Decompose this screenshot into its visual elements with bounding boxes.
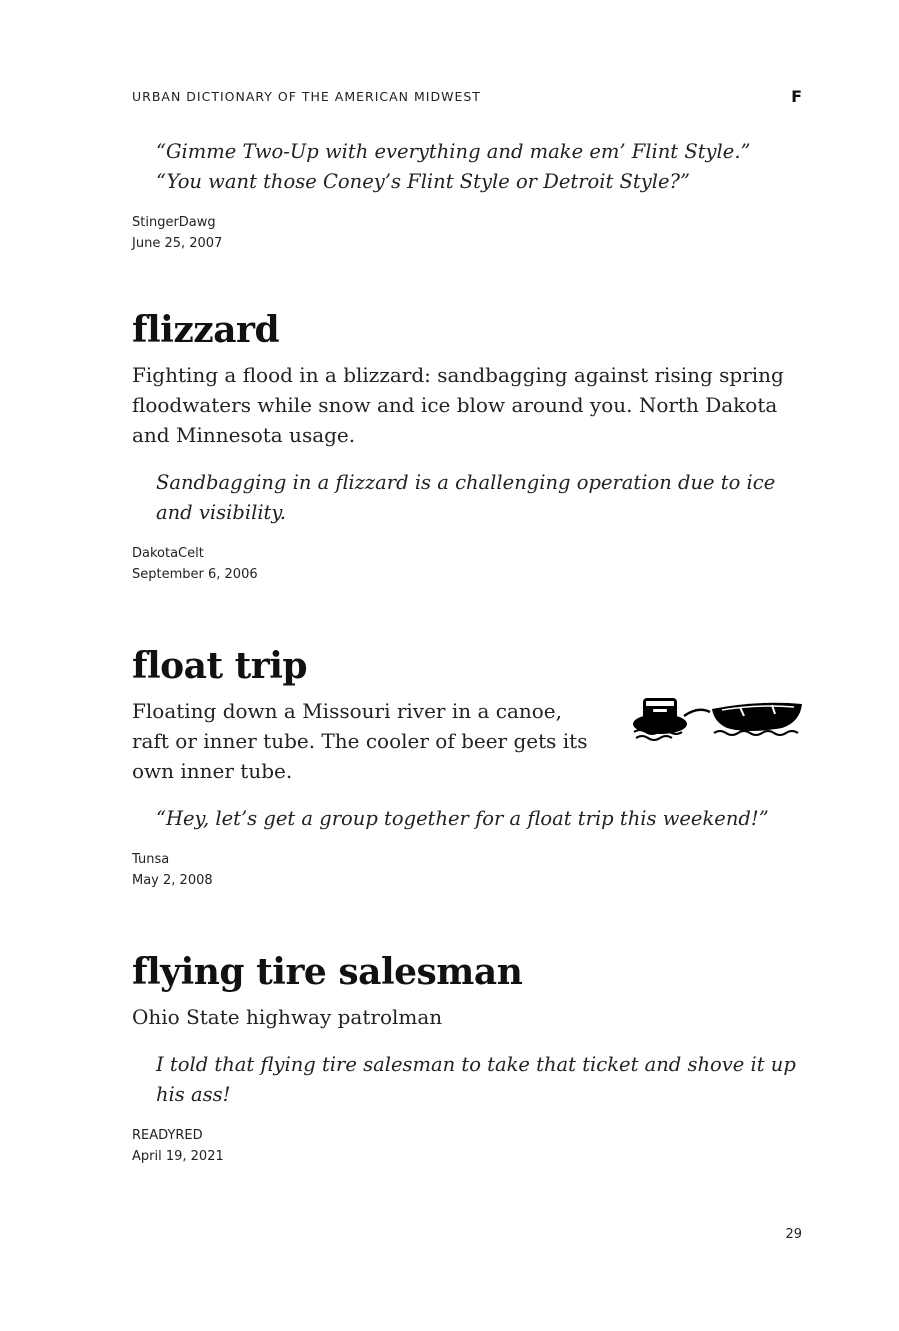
continued-entry <box>132 137 802 254</box>
running-header <box>132 87 802 107</box>
entry-date: April 19, 2021 <box>132 1149 224 1164</box>
entry-date: May 2, 2008 <box>132 873 213 888</box>
example-quote: I told that flying tire salesman to take that ticket and shove it up his ass! <box>156 1053 796 1106</box>
entry-meta <box>132 543 802 585</box>
entry-author: Tunsa <box>132 852 170 867</box>
entry-author: READYRED <box>132 1128 203 1143</box>
entry-meta <box>132 1125 802 1167</box>
running-title: URBAN DICTIONARY OF THE AMERICAN MIDWEST <box>132 89 481 104</box>
example-quote: “Hey, let’s get a group together for a float trip this weekend!” <box>156 807 769 830</box>
example-quote: “You want those Coney’s Flint Style or Detroit Style?” <box>156 170 690 193</box>
entry-headword: flizzard <box>132 309 280 351</box>
entry-meta <box>132 849 802 891</box>
entry-date: June 25, 2007 <box>132 236 223 251</box>
example-quote: “Gimme Two-Up with everything and make em’ Flint Style.” <box>156 140 751 163</box>
entry-float-trip <box>132 644 802 891</box>
entry-flying-tire-salesman <box>132 950 802 1167</box>
section-letter: F <box>791 87 802 106</box>
entry-meta <box>132 212 802 254</box>
cooler-and-canoe-icon <box>632 696 802 742</box>
entry-author: StingerDawg <box>132 215 216 230</box>
entry-definition: Floating down a Missouri river in a canoe, raft or inner tube. The cooler of beer gets its own inner tube. <box>132 699 588 783</box>
entry-headword: float trip <box>132 645 308 687</box>
entry-author: DakotaCelt <box>132 546 204 561</box>
entry-definition: Fighting a flood in a blizzard: sandbagging against rising spring floodwaters while snow and ice blow around you. North Dakota and Minnesota usage. <box>132 363 784 447</box>
example-quote: Sandbagging in a flizzard is a challenging operation due to ice and visibility. <box>156 471 776 524</box>
page-number: 29 <box>785 1227 802 1242</box>
entry-headword: flying tire salesman <box>132 951 523 993</box>
entry-definition: Ohio State highway patrolman <box>132 1005 443 1029</box>
entry-flizzard <box>132 308 802 585</box>
entry-date: September 6, 2006 <box>132 567 258 582</box>
